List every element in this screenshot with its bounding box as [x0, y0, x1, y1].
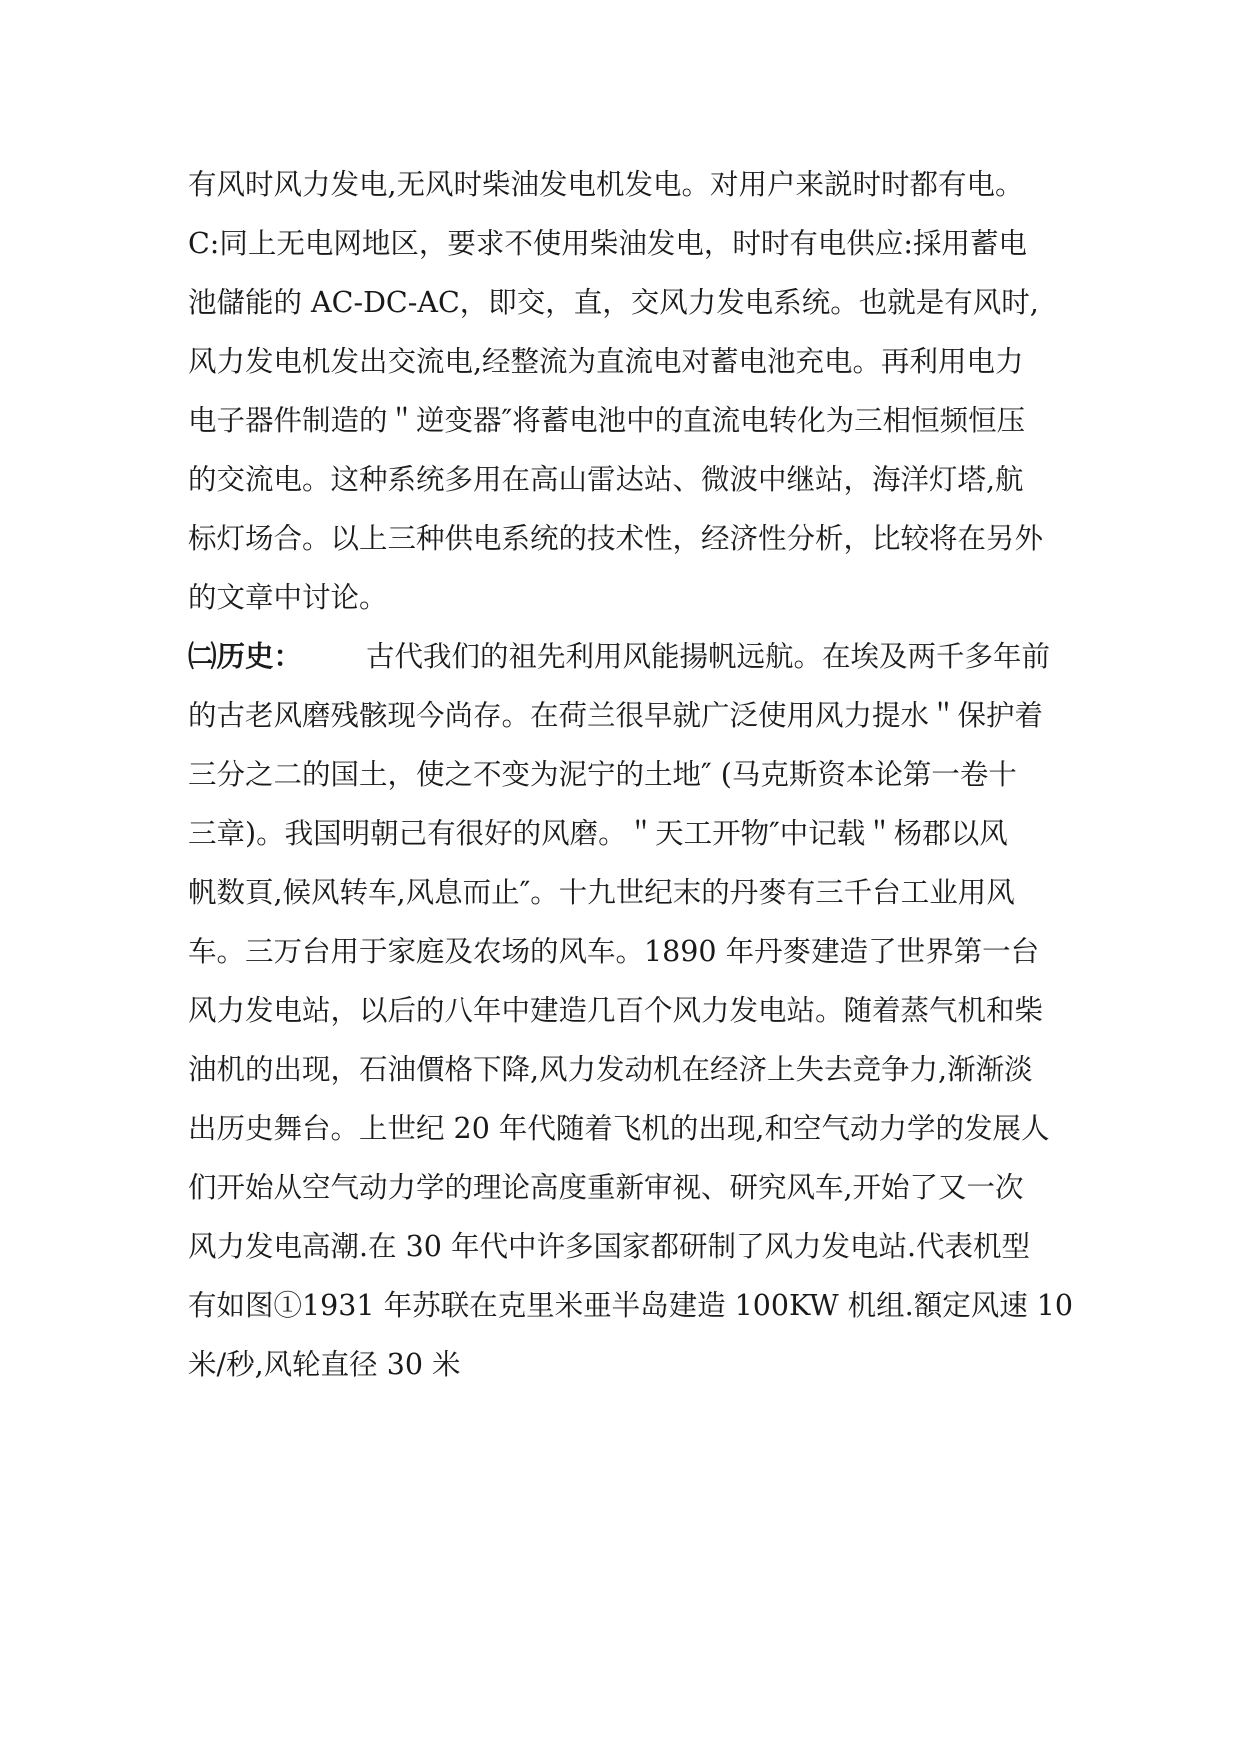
- paragraph-line: 们开始从空气动力学的理论高度重新审视、研究风车,开始了又一次: [188, 1171, 1024, 1204]
- paragraph-line: C:同上无电网地区，要求不使用柴油发电，时时有电供应:採用蓄电: [188, 227, 1028, 260]
- section-first-line: 古代我们的祖先利用风能揚帆远航。在埃及两千多年前: [366, 640, 1051, 673]
- paragraph-line: 标灯场合。以上三种供电系统的技术性，经济性分析，比较将在另外: [188, 522, 1044, 555]
- paragraph-line: 三章)。我国明朝己有很好的风磨。＂天工开物″中记载＂杨郡以风: [188, 817, 1008, 850]
- paragraph-line: 出历史舞台。上世纪 20 年代随着飞机的出现,和空气动力学的发展人: [188, 1112, 1050, 1145]
- paragraph-line: 池儲能的 AC-DC-AC，即交，直，交风力发电系统。也就是有风时,: [188, 286, 1039, 319]
- paragraph-line: 风力发电机发出交流电,经整流为直流电对蓄电池充电。再利用电力: [188, 345, 1024, 378]
- paragraph-line: 的交流电。这种系统多用在高山雷达站、微波中继站，海洋灯塔,航: [188, 463, 1024, 496]
- paragraph-line: 有风时风力发电,无风时柴油发电机发电。对用户来説时时都有电。: [188, 168, 1024, 201]
- paragraph-line: 的文章中讨论。: [188, 581, 388, 614]
- paragraph-line: 的古老风磨残骸现今尚存。在荷兰很早就广泛使用风力提水＂保护着: [188, 699, 1044, 732]
- body-text: [188, 155, 1074, 1394]
- paragraph-line: 风力发电高潮.在 30 年代中许多国家都研制了风力发电站.代表机型: [188, 1230, 1031, 1263]
- paragraph-line: 电子器件制造的＂逆变器″将蓄电池中的直流电转化为三相恒频恒压: [188, 404, 1026, 437]
- paragraph-line: 有如图①1931 年苏联在克里米亜半岛建造 100KW 机组.額定风速 10: [188, 1289, 1074, 1322]
- paragraph-line: 风力发电站，以后的八年中建造几百个风力发电站。随着蒸气机和柴: [188, 994, 1044, 1027]
- paragraph-line: 油机的出现，石油價格下降,风力发动机在经济上失去竞争力,渐渐淡: [188, 1053, 1033, 1086]
- section-heading-line: [188, 627, 1068, 686]
- paragraph-line: 米/秒,风轮直径 30 米: [188, 1348, 461, 1381]
- paragraph-line: 三分之二的国土，使之不变为泥宁的土地″ (马克斯资本论第一卷十: [188, 758, 1017, 791]
- paragraph-line: 车。三万台用于家庭及农场的风车。1890 年丹麥建造了世界第一台: [188, 935, 1040, 968]
- section-heading: ㈡历史：: [188, 640, 303, 673]
- paragraph-line: 帆数頁,候风转车,风息而止″。十九世纪末的丹麥有三千台工业用风: [188, 876, 1015, 909]
